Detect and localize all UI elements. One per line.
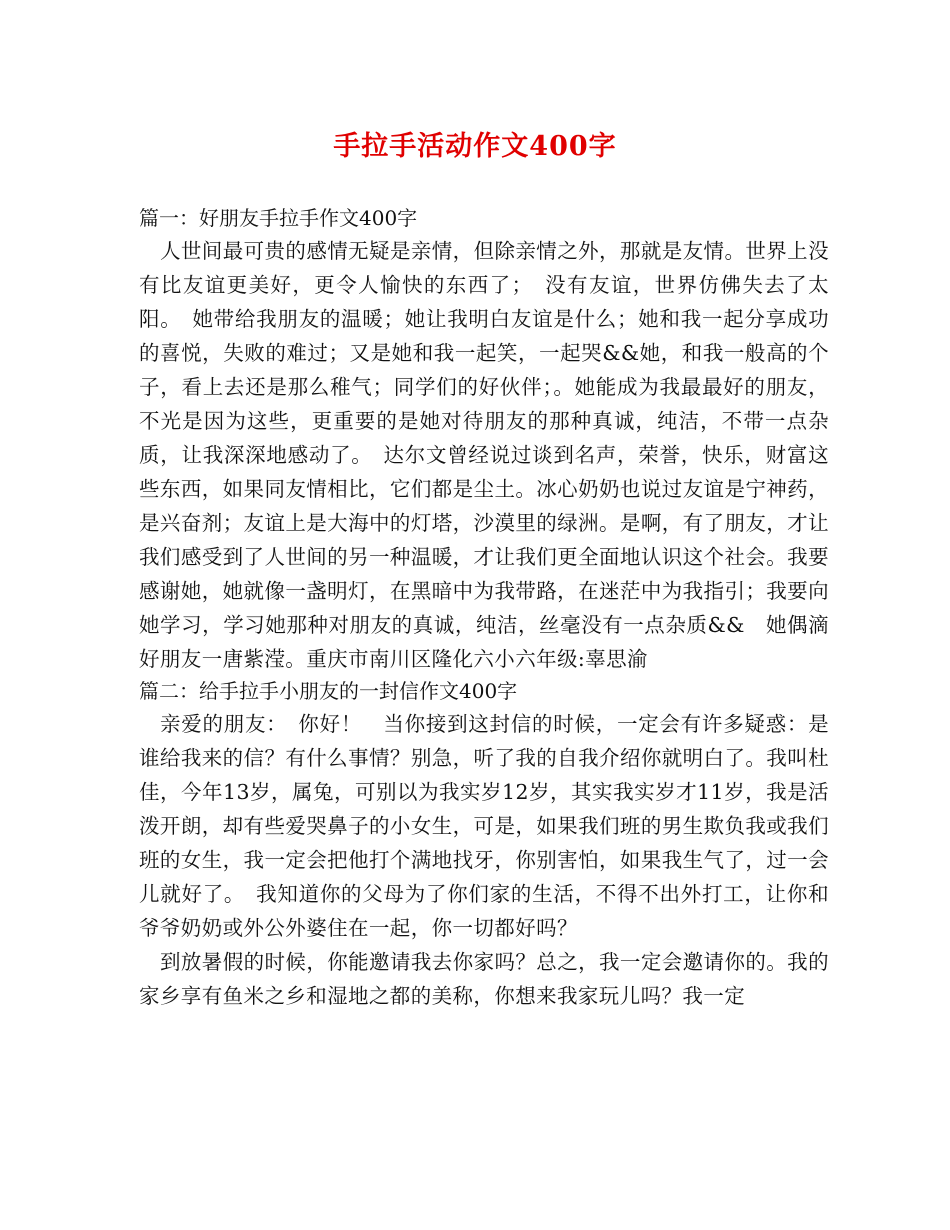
document-title: 手拉手活动作文400字 (333, 131, 617, 162)
section-2-paragraph-2: 到放暑假的时候，你能邀请我去你家吗？总之，我一定会邀请你的。我的家乡享有鱼米之乡和湿地之都的美称，你想来我家玩儿吗？我一定 (139, 950, 829, 1008)
section-1 (139, 203, 829, 676)
section-2 (139, 676, 829, 1013)
section-2-paragraph-1: 亲爱的朋友： 你好！ 当你接到这封信的时候，一定会有许多疑惑：是谁给我来的信？有什么事情？别急，听了我的自我介绍你就明白了。我叫杜佳，今年13岁，属兔，可别以为我实岁12岁，其实我实岁才11岁，我是活泼开朗，却有些爱哭鼻子的小女生，可是，如果我们班的男生欺负我或我们班的女生，我一定会把他打个满地找牙，你别害怕，如果我生气了，过一会儿就好了。 我知道你的父母为了你们家的生活，不得不出外打工，让你和爷爷奶奶或外公外婆住在一起，你一切都好吗？ (139, 712, 829, 940)
section-1-paragraph-1: 人世间最可贵的感情无疑是亲情，但除亲情之外，那就是友情。世界上没有比友谊更美好，更令人愉快的东西了； 没有友谊，世界仿佛失去了太阳。 她带给我朋友的温暖；她让我明白友谊是什么；她和我一起分享成功的喜悦，失败的难过；又是她和我一起笑，一起哭&&她，和我一般高的个子，看上去还是那么稚气；同学们的好伙伴；。她能成为我最最好的朋友，不光是因为这些，更重要的是她对待朋友的那种真诚，纯洁，不带一点杂质，让我深深地感动了。 达尔文曾经说过谈到名声，荣誉，快乐，财富这些东西，如果同友情相比，它们都是尘土。冰心奶奶也说过友谊是宁神药，是兴奋剂；友谊上是大海中的灯塔，沙漠里的绿洲。是啊，有了朋友，才让我们感受到了人世间的另一种温暖，才让我们更全面地认识这个社会。我要感谢她，她就像一盏明灯，在黑暗中为我带路，在迷茫中为我指引；我要向她学习，学习她那种对朋友的真诚，纯洁，丝毫没有一点杂质&& 她偶滴好朋友一唐紫滢。重庆市南川区隆化六小六年级:辜思渝 (139, 239, 829, 671)
section-2-heading: 篇二：给手拉手小朋友的一封信作文400字 (139, 679, 518, 703)
document-body (139, 203, 829, 1013)
section-1-heading: 篇一：好朋友手拉手作文400字 (139, 206, 418, 230)
